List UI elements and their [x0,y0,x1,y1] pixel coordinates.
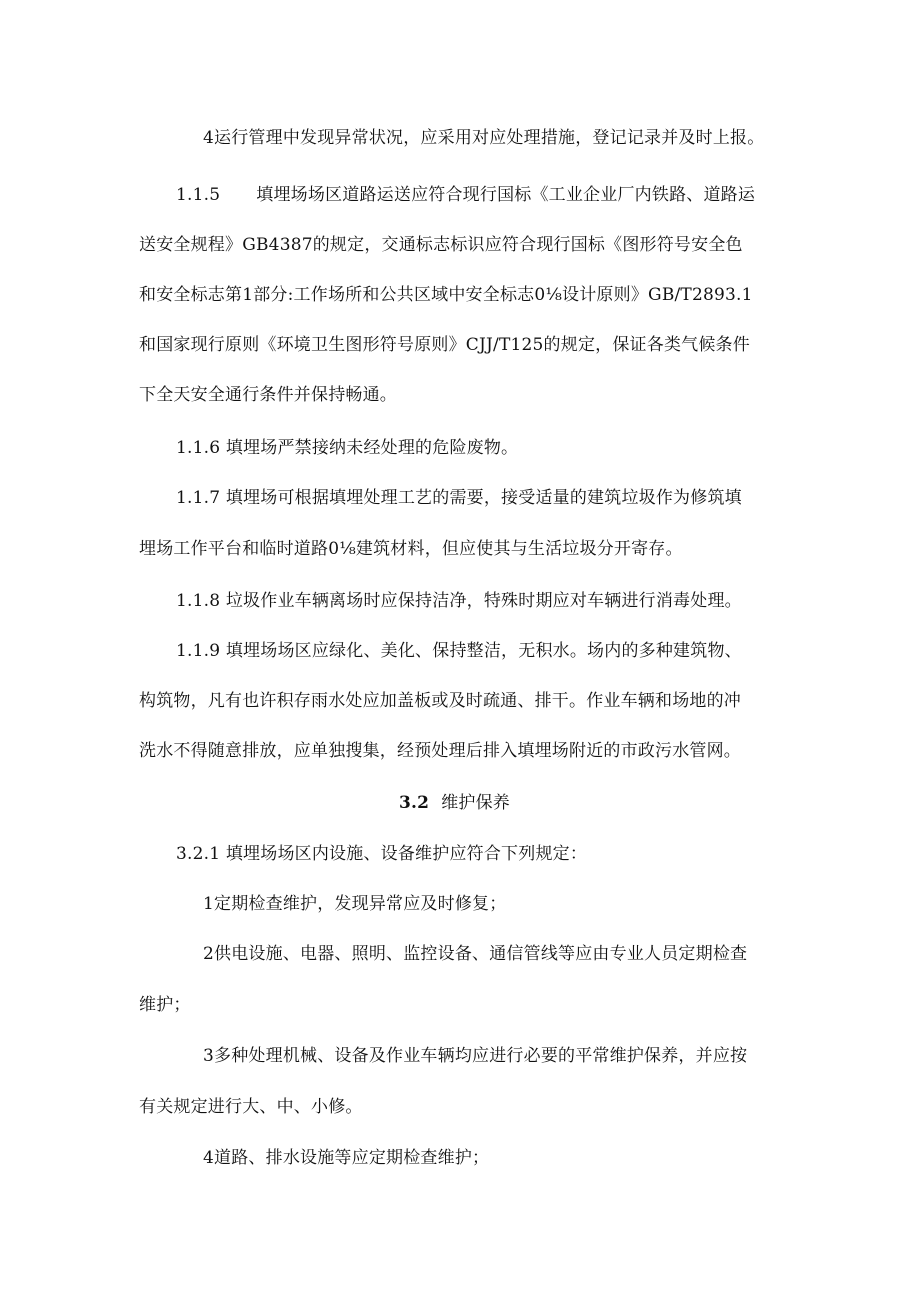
section-number: 3.2 [399,793,430,813]
paragraph-line: 和安全标志第1部分:工作场所和公共区域中安全标志0⅛设计原则》GB/T2893.1 [139,285,753,305]
list-item-1: 1定期检查维护，发现异常应及时修复； [203,894,507,914]
paragraph-line: 和国家现行原则《环境卫生图形符号原则》CJJ/T125的规定，保证各类气候条件 [139,335,750,355]
list-item-4: 4道路、排水设施等应定期检查维护； [203,1148,490,1168]
paragraph-line: 埋场工作平台和临时道路0⅛建筑材料，但应使其与生活垃圾分开寄存。 [139,539,683,559]
clause-1-1-8-line: 1.1.8 垃圾作业车辆离场时应保持洁净，特殊时期应对车辆进行消毒处理。 [176,591,742,611]
paragraph-line: 有关规定进行大、中、小修。 [139,1097,363,1117]
section-title: 维护保养 [441,793,510,813]
paragraph-line: 送安全规程》GB4387的规定，交通标志标识应符合现行国标《图形符号安全色 [139,235,743,255]
clause-1-1-6-line: 1.1.6 填埋场严禁接纳未经处理的危险废物。 [176,438,519,458]
clause-text: 填埋场场区道路运送应符合现行国标《工业企业厂内铁路、道路运 [256,185,756,205]
paragraph-line: 4运行管理中发现异常状况，应采用对应处理措施，登记记录并及时上报。 [203,128,765,148]
paragraph-line: 构筑物，凡有也许积存雨水处应加盖板或及时疏通、排干。作业车辆和场地的冲 [139,691,741,711]
clause-1-1-9-line: 1.1.9 填埋场场区应绿化、美化、保持整洁，无积水。场内的多种建筑物、 [176,641,742,661]
list-item-3: 3多种处理机械、设备及作业车辆均应进行必要的平常维护保养，并应按 [203,1046,748,1066]
clause-1-1-7-line: 1.1.7 填埋场可根据填埋处理工艺的需要，接受适量的建筑垃圾作为修筑填 [176,488,742,508]
clause-3-2-1-line: 3.2.1 填埋场场区内设施、设备维护应符合下列规定： [176,844,588,864]
paragraph-line: 下全天安全通行条件并保持畅通。 [139,385,397,405]
paragraph-line: 洗水不得随意排放，应单独搜集，经预处理后排入填埋场附近的市政污水管网。 [139,741,741,761]
clause-1-1-5-line [176,183,755,207]
list-item-2: 2供电设施、电器、照明、监控设备、通信管线等应由专业人员定期检查 [203,944,748,964]
section-heading [399,791,510,815]
paragraph-line: 维护； [139,995,191,1015]
clause-number: 1.1.5 [176,185,221,205]
